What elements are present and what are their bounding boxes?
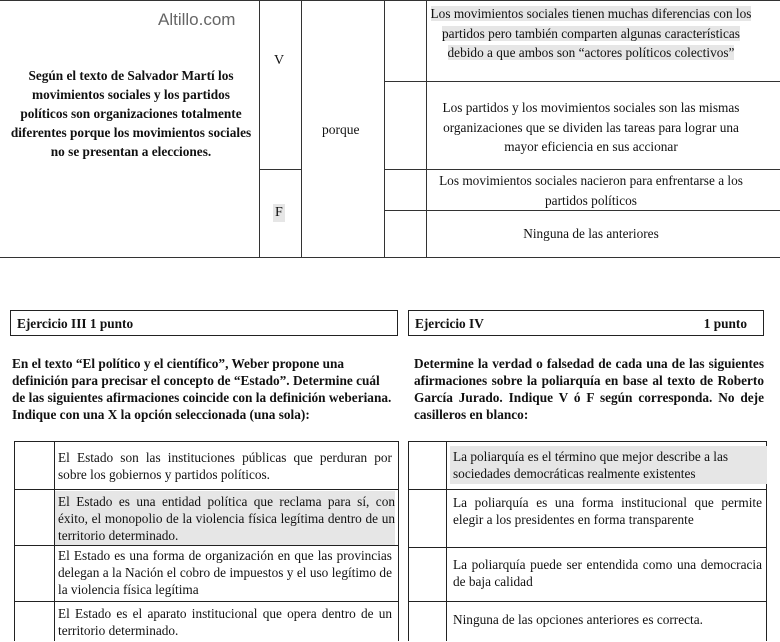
list-item: [408, 601, 767, 642]
option-checkbox[interactable]: [386, 212, 424, 256]
option-checkbox[interactable]: [409, 549, 446, 601]
connector-text: porque: [322, 122, 360, 137]
option-text: El Estado son las instituciones públicas que perduran por sobre los gobiernos y partidos políticos.: [58, 450, 392, 482]
option-text: Los partidos y los movimientos sociales son las mismas organizaciones que se dividen las tareas para lograr una mayor eficiencia en sus accionar: [442, 100, 740, 154]
list-item: [14, 545, 399, 602]
list-item: [408, 547, 767, 602]
col-divider: [384, 0, 385, 258]
option-checkbox[interactable]: [15, 491, 54, 545]
list-item: [14, 441, 399, 490]
option-checkbox[interactable]: [15, 603, 54, 641]
true-label: V: [274, 53, 285, 68]
option-checkbox[interactable]: [386, 171, 424, 209]
exercise-3-title: Ejercicio III 1 punto: [17, 316, 134, 331]
option-text: El Estado es el aparato institucional que opera dentro de un territorio determinado.: [58, 606, 392, 638]
option-text: El Estado es una forma de organización en que las provincias delegan a la Nación el cobro de impuestos y el uso legítimo de la violencia física legítima: [58, 548, 392, 597]
site-logo: Altillo.com: [158, 10, 236, 29]
option-text: Ninguna de las opciones anteriores es correcta.: [453, 612, 703, 627]
option-text: Ninguna de las anteriores: [523, 226, 659, 241]
exercise-4-title: Ejercicio IV: [415, 316, 484, 331]
row-divider: [259, 169, 302, 170]
option-text: Los movimientos sociales nacieron para enfrentarse a los partidos políticos: [439, 173, 743, 208]
table-border-bottom: [0, 257, 780, 258]
exercise-4-instructions: Determine la verdad o falsedad de cada una de las siguientes afirmaciones sobre la poliarquía en base al texto de Roberto García Jurado. Indique V ó F según corresponda. No deje casilleros en blanco:: [414, 356, 764, 422]
row-divider: [384, 169, 780, 170]
exercise-4-header: [408, 310, 764, 336]
option-checkbox[interactable]: [409, 491, 446, 547]
option-text: La poliarquía es el término que mejor describe a las sociedades democráticas realmente existentes: [450, 446, 767, 484]
option-checkbox[interactable]: [386, 2, 424, 80]
exercise-4-points: 1 punto: [703, 316, 747, 331]
option-checkbox[interactable]: [15, 443, 54, 489]
option-checkbox[interactable]: [409, 443, 446, 489]
row-divider: [384, 210, 780, 211]
row-divider: [384, 81, 780, 82]
option-checkbox[interactable]: [386, 83, 424, 168]
list-item: [408, 441, 767, 490]
list-item: [14, 601, 399, 642]
false-label: F: [275, 205, 283, 220]
list-item: [14, 489, 399, 546]
option-text: La poliarquía es una forma institucional que permite elegir a los presidentes en forma transparente: [453, 495, 762, 527]
col-divider: [301, 0, 302, 258]
col-divider: [426, 0, 427, 258]
option-text: La poliarquía puede ser entendida como una democracia de baja calidad: [453, 557, 762, 589]
col-divider: [259, 0, 260, 258]
option-checkbox[interactable]: [15, 547, 54, 601]
option-checkbox[interactable]: [409, 603, 446, 641]
exercise-3-header: [10, 310, 398, 336]
option-text: Los movimientos sociales tienen muchas diferencias con los partidos pero también comparten algunas características debido a que ambos son “actores políticos colectivos”: [430, 6, 752, 60]
list-item: [408, 489, 767, 548]
option-text: El Estado es una entidad política que reclama para sí, con éxito, el monopolio de la violencia física legítima dentro de un territorio determinado.: [55, 491, 395, 546]
statement-text: Según el texto de Salvador Martí los movimientos sociales y los partidos políticos son organizaciones totalmente diferentes porque los movimientos sociales no se presentan a elecciones.: [10, 68, 252, 159]
exercise-3-instructions: En el texto “El político y el científico”, Weber propone una definición para precisar el concepto de “Estado”. Determine cuál de las siguientes afirmaciones coincide con la definición weberiana. Indique con una X la opción seleccionada (una sola):: [12, 356, 392, 422]
table-border-top: [0, 0, 780, 1]
question-table: [0, 0, 780, 258]
